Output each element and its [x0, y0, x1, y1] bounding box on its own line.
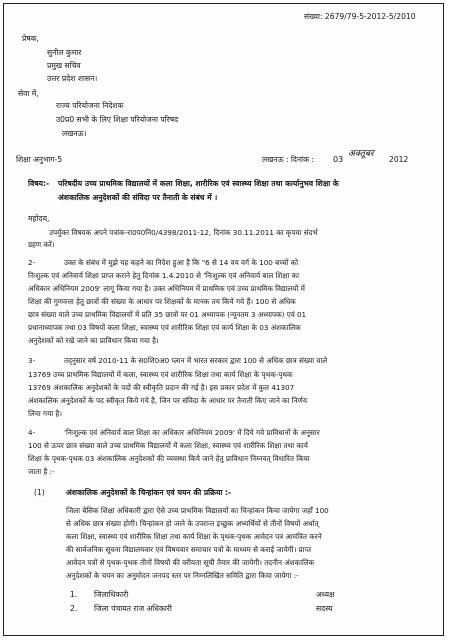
para4-line: 100 से ऊपर छात्र संख्या वाले उच्च प्राथमिक विद्यालयों में कला शिक्षा, स्वास्थ्य एवं शारीरिक शिक्षा तथा कार्य — [28, 441, 308, 450]
recipient-line2: उ0प्र0 सभी के लिए शिक्षा परियोजना परिषद — [56, 115, 179, 124]
committee-item-number: 2. — [70, 604, 78, 613]
date-month-handwritten: अक्तूबर — [348, 149, 374, 159]
subsection-line: अनुदेशकों के चयन का अनुमोदन जनपद स्तर पर निम्नलिखित समिति द्वारा किया जायेगा :- — [66, 571, 299, 580]
sender-name: सुनील कुमार — [47, 48, 82, 57]
subsection-line: की सार्वजनिक सूचना विद्यालयवार एवं विषयवार समाचार पत्रों के माध्यम से कराई जायेगी। प्राप्त — [66, 545, 311, 554]
subject-label: विषय:- — [28, 179, 50, 188]
para4-number: 4- — [28, 428, 36, 437]
para1-line: उपर्युक्त विषयक अपने पत्रांक-रा0प0नि0/4398/2011-12, दिनांक 30.11.2011 का कृपया संदर्भ — [49, 228, 318, 237]
committee-item-name: जिला पंचायत राज अधिकारी — [94, 604, 172, 613]
subsection-heading: अंशकालिक अनुदेशकों के चिन्हांकन एवं चयन की प्रक्रिया :- — [66, 488, 232, 497]
subsection-line: कला शिक्षा, स्वास्थ्य एवं शारीरिक शिक्षा तथा कार्य शिक्षा के पृथक-पृथक आवेदन पत्र आमंत्रित करने — [66, 532, 322, 541]
para2-number: 2- — [28, 258, 36, 267]
section-name: शिक्षा अनुभाग-5 — [16, 155, 63, 164]
para4-line: जाता है :- — [28, 467, 55, 476]
subject-line2: अंशकालिक अनुदेशकों की संविदा पर तैनाती के संबंध में । — [58, 193, 218, 202]
date-label: लखनऊ : दिनांक : — [262, 155, 314, 164]
para2-line: निःशुल्क एवं अनिवार्य शिक्षा प्राप्त कराने हेतु दिनांक 1.4.2010 से 'निःशुल्क एवं अनिवार्य बाल शिक्षा का — [28, 271, 299, 280]
date-day: 03 — [333, 155, 344, 164]
para2-line: अधिकार अधिनियम 2009' लागू किया गया है। उक्त अधिनियम में प्राथमिक एवं उच्च प्राथमिक विद्यालयों में — [28, 284, 305, 293]
letter-page — [3, 3, 444, 636]
recipient-line3: लखनऊ। — [62, 129, 87, 138]
para4-line: 'निःशुल्क एवं अनिवार्य बाल शिक्षा का अधिकार अधिनियम 2009' में दिये गये प्राविधानों के अनुसार — [64, 428, 320, 437]
para3-line: अंशकालिक अनुदेशकों के पद स्वीकृत किये गये है, जिन पर संविदा के आधार पर तैनाती किए जाने का निर्णय — [28, 396, 308, 405]
sender-designation: प्रमुख सचिव — [47, 61, 81, 70]
date-year: 2012 — [389, 155, 409, 164]
committee-item-role: अध्यक्ष — [316, 590, 335, 599]
subsection-line: जिला बेसिक शिक्षा अधिकारी द्वारा ऐसे उच्च प्राथमिक विद्यालयों का चिन्हांकन किया जायेगा जहाँ 100 — [66, 506, 329, 515]
salutation: महोदय, — [28, 214, 50, 223]
para1-line: ग्रहण करें। — [28, 240, 55, 249]
recipient-label: सेवा में, — [18, 89, 39, 98]
sender-office: उत्तर प्रदेश शासन। — [47, 74, 98, 83]
recipient-line1: राज्य परियोजना निदेशक — [56, 101, 124, 110]
para3-line: 13769 अंशकालिक अनुदेशकों के पदों की स्वीकृति प्रदान की गई है। इस प्रकार प्रदेश में कुल 41307 — [28, 383, 295, 392]
para2-line: छात्र संख्या वाले उच्च प्राथमिक विद्यालयों में प्रति 35 छात्रों पर 01 अध्यापक (न्यूनतम 3 अध्यापक) एवं 01 — [28, 310, 307, 319]
para4-line: शिक्षा के पृथक-पृथक 03 अंशकालिक अनुदेशकों की व्यवस्था किये जाने हेतु प्राविधान निम्नवत् विधारित किया — [28, 454, 310, 463]
subsection-line: आवेदन पत्रों से पृथक-पृथक तीनों विषयों की वरीयता सूची तैयार की जायेगी। तदनीन अंशकालिक — [66, 558, 315, 567]
para2-line: अनुदेशकों को रखे जाने का प्राविधान किया गया है। — [28, 336, 159, 345]
para3-line: 13769 उच्च प्राथमिक विद्यालयों में कला, स्वास्थ्य एवं शारीरिक शिक्षा तथा कार्य शिक्षा के पृथक-पृथक — [28, 370, 293, 379]
sender-label: प्रेषक, — [22, 34, 39, 43]
reference-number: संख्या: 2679/79-5-2012-5/2010 — [304, 12, 416, 21]
para2-line: शिक्षा की गुणवत्ता हेतु छात्रों की संख्या के आधार पर शिक्षकों के मानक तय किये गये हैं। 100 से अधिक — [28, 297, 296, 306]
committee-item-role: सदस्य — [316, 604, 333, 613]
committee-item-number: 1. — [70, 590, 78, 599]
para2-line: उक्त के संबंध में मुझे यह कहने का निदेश हुआ है कि "6 से 14 वय वर्ग के 100 बच्चों को — [64, 258, 299, 267]
subject-line1: परिषदीय उच्च प्राथमिक विद्यालयों में कला शिक्षा, शारीरिक एवं स्वास्थ्य शिक्षा तथा कार्यानुभव शिक्षा के — [58, 179, 339, 188]
para3-line: लिया गया है। — [28, 409, 62, 418]
para3-line: तद्नुसार वर्ष 2010-11 के स0शि0अ0 प्लान में भारत सरकार द्वारा 100 से अधिक छात्र संख्या वाले — [64, 356, 328, 365]
committee-item-name: जिलाधिकारी — [94, 590, 129, 599]
para2-line: प्रधानाध्यापक तथा 03 विषयों कला शिक्षा, स्वास्थ्य एवं शारीरिक शिक्षा एवं कार्य शिक्षा के 03 अंशकालिक — [28, 323, 301, 332]
para3-number: 3- — [28, 356, 36, 365]
subsection-number: (1) — [34, 488, 45, 497]
subsection-line: से अधिक छात्र संख्या होगी। चिन्हांकन हो जाने के उपरान्त इच्छुक अभ्यर्थियों से तीनों विषयों अर्थात् — [66, 519, 319, 528]
